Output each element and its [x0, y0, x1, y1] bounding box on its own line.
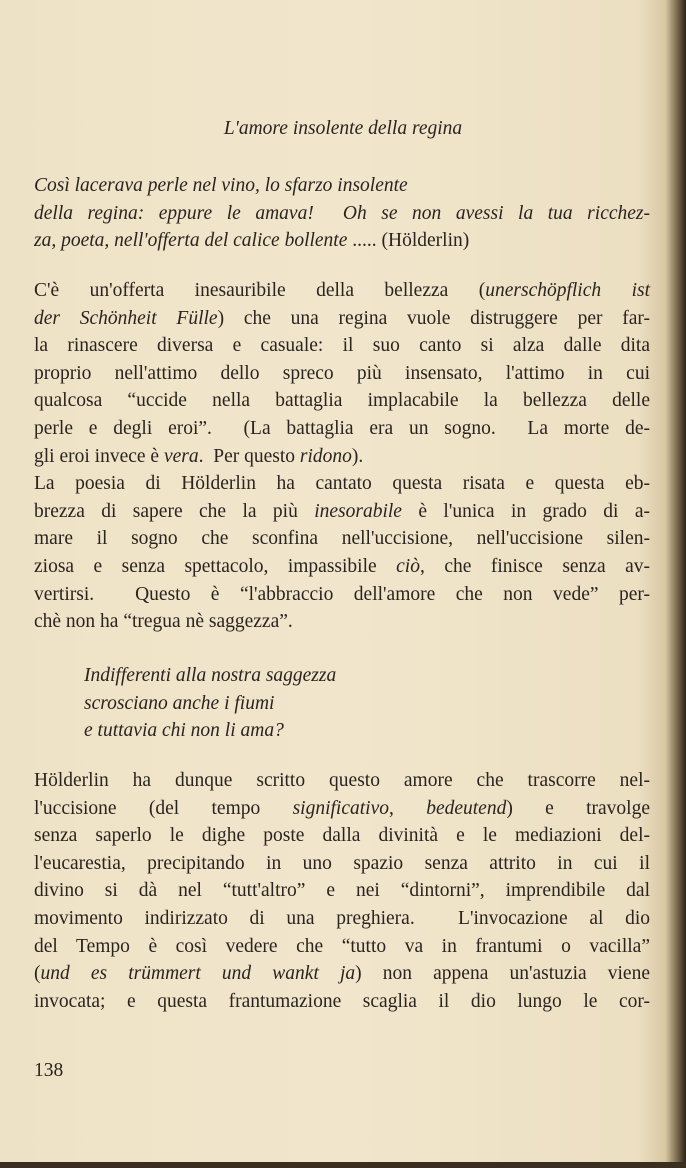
- text-line: [34, 305, 650, 333]
- italic-text: Così lacerava perle nel vino, lo sfarzo insolente: [34, 175, 408, 196]
- text: ) e travolge: [506, 797, 650, 819]
- poem-verse: [84, 662, 484, 745]
- text: C'è un'offerta inesauribile della bellezza (: [34, 280, 486, 301]
- page-edge: [0, 1162, 686, 1168]
- text: ) che una regina vuole distruggere per far-: [217, 307, 650, 329]
- italic-text: za, poeta, nell'offerta del calice bollente: [34, 230, 348, 252]
- italic-text: e tuttavia chi non li ama?: [84, 720, 284, 742]
- text: del Tempo è così vedere che “tutto va in frantumi o vacilla”: [34, 935, 650, 957]
- text-line: [34, 387, 650, 415]
- page-number: 138: [34, 1060, 64, 1081]
- italic-text: significativo: [292, 797, 389, 819]
- text: (: [34, 963, 41, 985]
- text-line: [34, 553, 650, 581]
- text-line: [34, 795, 650, 823]
- body-paragraph-1: [34, 277, 650, 636]
- text: è l'unica in grado di a-: [401, 500, 650, 522]
- text-line: [34, 415, 650, 443]
- text: . Per questo: [198, 445, 300, 467]
- text-line: [84, 662, 484, 690]
- text-line: [34, 470, 650, 498]
- text-line: [84, 690, 484, 718]
- text: Hölderlin ha dunque scritto questo amore che trascorre nel-: [34, 770, 650, 791]
- italic-text: der Schönheit Fülle: [34, 307, 218, 329]
- text-line: [34, 581, 650, 609]
- text: senza saperlo le dighe poste dalla divinità e le mediazioni del-: [34, 825, 650, 847]
- italic-text: inesorabile: [314, 500, 402, 522]
- text-line: [34, 767, 650, 795]
- text: gli eroi invece è: [34, 445, 164, 467]
- italic-text: bedeutend: [426, 797, 507, 819]
- text-line: [34, 525, 650, 553]
- text-line: [34, 332, 650, 360]
- text: l'eucarestia, precipitando in uno spazio senza attrito in cui il: [34, 852, 650, 874]
- text: l'uccisione (del tempo: [34, 797, 293, 819]
- text: , che finisce senza av-: [419, 555, 650, 577]
- italic-text: ciò: [396, 555, 420, 577]
- text: proprio nell'attimo dello spreco più insensato, l'attimo in cui: [34, 362, 650, 384]
- text-line: [34, 877, 650, 905]
- italic-text: scrosciano anche i fiumi: [84, 692, 275, 714]
- text: ..... (Hölderlin): [347, 230, 470, 252]
- text: invocata; e questa frantumazione scaglia il dio lungo le cor-: [34, 990, 650, 1012]
- text: La poesia di Hölderlin ha cantato questa risata e questa eb-: [34, 473, 650, 495]
- text: perle e degli eroi”. (La battaglia era un sogno. La morte de-: [34, 417, 650, 439]
- text: ) non appena un'astuzia viene: [355, 963, 650, 985]
- text: ,: [388, 797, 427, 819]
- text-line: [84, 717, 484, 745]
- text-line: [34, 822, 650, 850]
- italic-text: ridono: [299, 445, 352, 467]
- text-line: [34, 933, 650, 961]
- text-line: [34, 850, 650, 878]
- italic-text: und es trümmert und wankt ja: [40, 963, 356, 985]
- text-line: [34, 988, 650, 1016]
- text-line: [34, 608, 650, 636]
- text: chè non ha “tregua nè saggezza”.: [34, 611, 293, 633]
- text-line: [34, 360, 650, 388]
- italic-text: della regina: eppure le amava! Oh se non avessi la tua ricchez-: [34, 202, 650, 224]
- chapter-title: L'amore insolente della regina: [223, 118, 463, 139]
- italic-text: Indifferenti alla nostra saggezza: [84, 665, 337, 686]
- text-line: [34, 498, 650, 526]
- text: ziosa e senza spettacolo, impassibile: [34, 555, 397, 577]
- text: brezza di sapere che la più: [34, 500, 315, 522]
- text-line: [34, 905, 650, 933]
- text: movimento indirizzato di una preghiera. L'invocazione al dio: [34, 907, 650, 929]
- text: qualcosa “uccide nella battaglia implacabile la bellezza delle: [34, 390, 650, 412]
- body-paragraph-2: [34, 767, 650, 1015]
- text-line: [34, 227, 650, 255]
- text-line: [34, 960, 650, 988]
- epigraph-quote: [34, 172, 650, 255]
- text: vertirsi. Questo è “l'abbraccio dell'amore che non vede” per-: [34, 583, 650, 605]
- text-line: [34, 443, 650, 471]
- text: ).: [351, 445, 364, 467]
- text-line: [34, 172, 650, 200]
- text: la rinascere diversa e casuale: il suo canto si alza dalle dita: [34, 335, 650, 357]
- text: divino si dà nel “tutt'altro” e nei “dintorni”, imprendibile dal: [34, 880, 650, 902]
- text-line: [34, 277, 650, 305]
- italic-text: unerschöpflich ist: [485, 280, 650, 301]
- italic-text: vera: [163, 445, 199, 467]
- text: mare il sogno che sconfina nell'uccisione, nell'uccisione silen-: [34, 528, 650, 550]
- text-line: [34, 200, 650, 228]
